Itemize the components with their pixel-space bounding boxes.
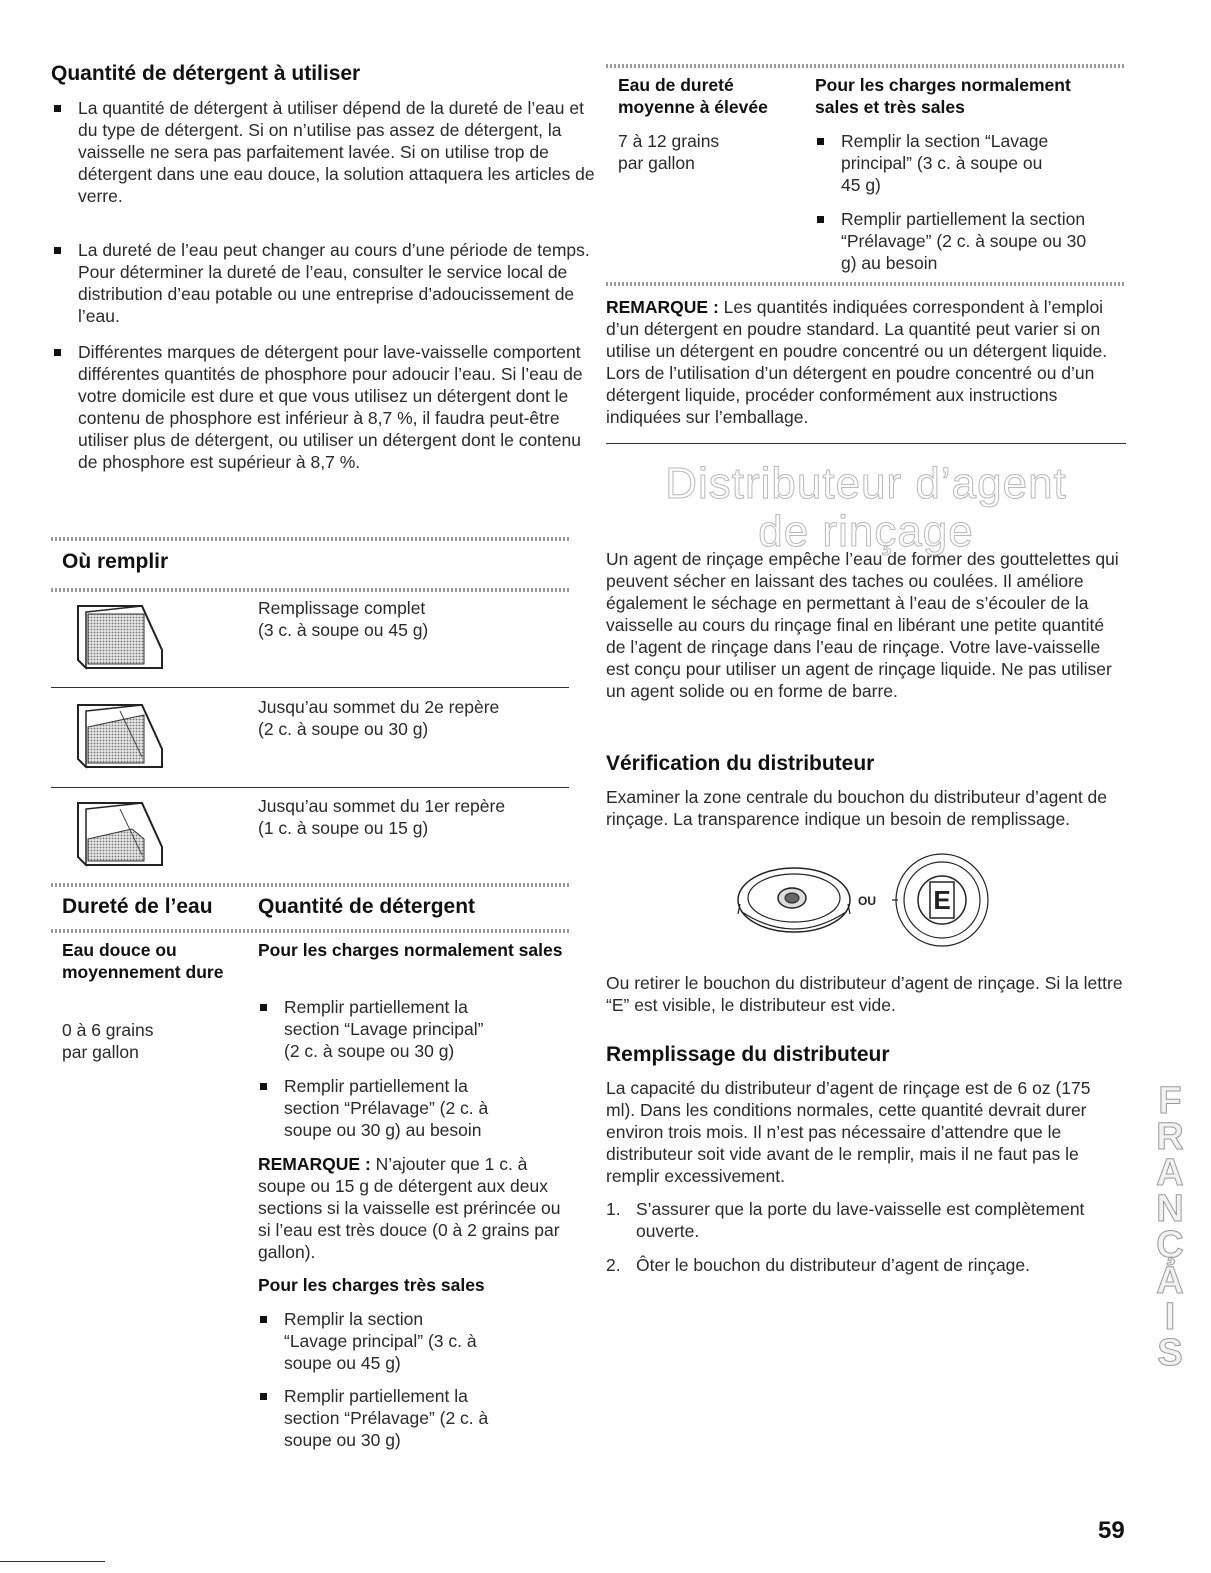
divider-dotted	[606, 64, 1126, 68]
soft-water-grains: 0 à 6 grains par gallon	[62, 1020, 154, 1062]
qty-bullet-1: La quantité de détergent à utiliser dépend de la dureté de l’eau et du type de détergent. Si on n’utilise pas assez de détergent, la vaisselle ne sera pas parfaitement lavée. Si on utilise trop de détergent dans une eau douce, la solution attaquera les articles de verre.	[52, 97, 598, 207]
fill-row-3-line1: Jusqu’au sommet du 1er repère	[258, 796, 506, 816]
hard-note-text: Les quantités indiquées correspondent à l’emploi d’un détergent en poudre standard. La quantité peut varier si on utilise un détergent en poudre concentré ou un détergent liquide. Lors de l’utilisation d’un détergent en poudre concentré ou d’un détergent liquide, procéder conformément aux instructions indiquées sur l’emballage.	[606, 297, 1108, 427]
dispenser-fill-text: La capacité du distributeur d’agent de rinçage est de 6 oz (175 ml). Dans les conditions normales, cette quantité devrait durer environ trois mois. Il n’est pas nécessaire d’attendre que le distributeur soit vide avant de le remplir, mais il ne faut pas le remplir excessivement.	[606, 1078, 1091, 1186]
fill-row-2-line1: Jusqu’au sommet du 2e repère	[258, 697, 500, 717]
detergent-quantity-heading: Quantité de détergent à utiliser	[51, 62, 361, 85]
soft-note	[258, 1153, 563, 1263]
hard-bullet-2: Remplir partiellement la section “Prélavage” (2 c. à soupe ou 30 g) au besoin	[815, 208, 1091, 274]
or-label: OU	[858, 894, 876, 908]
step-1-number: 1.	[606, 1199, 621, 1219]
fill-row-3-line2: (1 c. à soupe ou 15 g)	[258, 818, 429, 838]
divider-solid	[51, 687, 569, 688]
dispenser-cap-indicator-icon	[734, 860, 854, 940]
divider-dotted	[51, 883, 571, 887]
qty-bullet-3: Différentes marques de détergent pour lave-vaisselle comportent différentes quantités de phosphore pour adoucir l’eau. Si l’eau de votre domicile est dure et que vous utilisez un détergent dont le contenu de phosphore est inférieur à 8,7 %, il faudra peut-être utiliser plus de détergent, ou utiliser un détergent dont le contenu de phosphore est supérieur à 8,7 %.	[52, 341, 598, 473]
divider-dotted	[51, 929, 571, 933]
soft-normal-bullet-2: Remplir partiellement la section “Prélavage” (2 c. à soupe ou 30 g) au besoin	[258, 1075, 524, 1141]
page-number: 59	[1098, 1517, 1125, 1544]
hard-note-label: REMARQUE :	[606, 297, 719, 317]
soft-note-label: REMARQUE :	[258, 1154, 371, 1174]
dispenser-check-heading: Vérification du distributeur	[606, 752, 875, 775]
step-2	[606, 1254, 1106, 1276]
rinse-aid-intro: Un agent de rinçage empêche l’eau de former des gouttelettes qui peuvent sécher en laissant des taches ou coulées. Il améliore également le séchage en permettant à l’eau de s’écouler de la vaisselle au cours du rinçage final en libérant une petite quantité de l’agent de rinçage dans l’eau de rinçage. Votre lave-vaisselle est conçu pour utiliser un agent de rinçage liquide. Ne pas utiliser un agent solide ou en forme de barre.	[606, 549, 1119, 701]
soft-note-text: N’ajouter que 1 c. à soupe ou 15 g de détergent aux deux sections si la vaisselle est prérincée ou si l’eau est très douce (0 à 2 grains par gallon).	[258, 1154, 561, 1262]
rinse-aid-title-line2: de rinçage	[758, 507, 974, 556]
rinse-aid-title-line1: Distributeur d’agent	[665, 459, 1067, 508]
language-side-tab-label: FRANÇAIS	[1149, 1080, 1191, 1368]
soft-normal-title: Pour les charges normalement sales	[258, 940, 563, 960]
fill-row-1-line1: Remplissage complet	[258, 598, 426, 618]
where-to-fill-heading: Où remplir	[62, 550, 169, 573]
soft-heavy-bullet-1: Remplir la section “Lavage principal” (3 c. à soupe ou 45 g)	[258, 1308, 484, 1374]
hard-note	[606, 296, 1126, 428]
footer-rule	[0, 1561, 105, 1562]
dispenser-fill-heading: Remplissage du distributeur	[606, 1043, 890, 1066]
fill-row-1-line2: (3 c. à soupe ou 45 g)	[258, 620, 429, 640]
detergent-cup-second-mark-icon	[60, 697, 170, 777]
qty-bullet-2: La dureté de l’eau peut changer au cours d’une période de temps. Pour déterminer la dureté de l’eau, consulter le service local de distribution d’eau potable ou une entreprise d’adoucissement de l’eau.	[52, 239, 598, 327]
water-hardness-heading: Dureté de l’eau	[62, 895, 213, 918]
step-2-number: 2.	[606, 1255, 621, 1275]
hard-water-label: Eau de dureté moyenne à élevée	[618, 75, 768, 117]
divider-solid	[51, 787, 569, 788]
dispenser-check-text: Examiner la zone centrale du bouchon du distributeur d’agent de rinçage. La transparence indique un besoin de remplissage.	[606, 787, 1108, 829]
soft-water-label: Eau douce ou moyennement dure	[62, 940, 224, 982]
divider-dotted	[51, 537, 571, 541]
detergent-cup-first-mark-icon	[60, 795, 170, 875]
divider-dotted	[606, 282, 1126, 286]
step-1-text: S’assurer que la porte du lave-vaisselle est complètement ouverte.	[636, 1199, 1085, 1241]
fill-row-2-line2: (2 c. à soupe ou 30 g)	[258, 719, 429, 739]
language-side-tab	[1150, 1080, 1190, 1368]
soft-heavy-bullet-2: Remplir partiellement la section “Prélavage” (2 c. à soupe ou 30 g)	[258, 1385, 524, 1451]
hard-water-grains: 7 à 12 grains par gallon	[618, 131, 720, 173]
hard-bullet-1: Remplir la section “Lavage principal” (3 c. à soupe ou 45 g)	[815, 130, 1061, 196]
step-2-text: Ôter le bouchon du distributeur d’agent de rinçage.	[636, 1255, 1031, 1275]
cap-remove-text: Ou retirer le bouchon du distributeur d’agent de rinçage. Si la lettre “E” est visible, le distributeur est vide.	[606, 973, 1123, 1015]
rinse-aid-section-title	[606, 460, 1126, 556]
divider-solid	[606, 443, 1126, 444]
divider-dotted	[51, 588, 571, 592]
cap-letter: E	[933, 885, 951, 915]
detergent-cup-full-icon	[60, 598, 170, 678]
soft-normal-bullet-1: Remplir partiellement la section “Lavage principal” (2 c. à soupe ou 30 g)	[258, 996, 484, 1062]
soft-heavy-title: Pour les charges très sales	[258, 1275, 485, 1295]
step-1	[606, 1198, 1086, 1242]
detergent-amount-heading: Quantité de détergent	[258, 895, 476, 918]
hard-title: Pour les charges normalement sales et très sales	[815, 75, 1071, 117]
